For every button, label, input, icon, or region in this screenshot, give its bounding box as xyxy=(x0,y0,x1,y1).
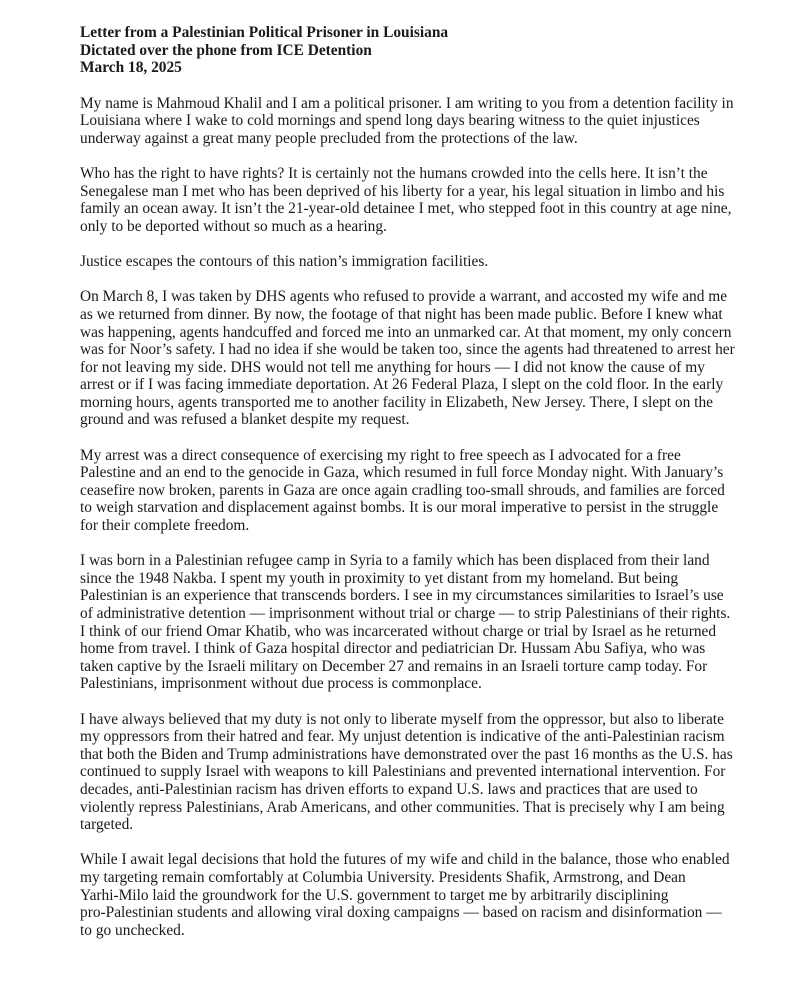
paragraph xyxy=(80,447,740,535)
text-line: my targeting remain comfortably at Columbia University. Presidents Shafik, Armstrong, and Dean xyxy=(80,868,686,886)
paragraph xyxy=(80,165,740,235)
text-line: ground and was refused a blanket despite my request. xyxy=(80,411,410,429)
paragraph xyxy=(80,95,740,148)
text-line: arrest or if I was facing immediate deportation. At 26 Federal Plaza, I slept on the cold floor. In the early xyxy=(80,376,724,394)
text-line: my oppressors from their hatred and fear. My unjust detention is indicative of the anti-Palestinian racism xyxy=(80,728,725,746)
text-line: On March 8, I was taken by DHS agents who refused to provide a warrant, and accosted my wife and me xyxy=(80,288,728,306)
text-line: since the 1948 Nakba. I spent my youth in proximity to yet distant from my homeland. But being xyxy=(80,569,679,587)
text-line: I think of our friend Omar Khatib, who was incarcerated without charge or trial by Israel as he returned xyxy=(80,622,717,640)
text-line: only to be deported without so much as a hearing. xyxy=(80,217,387,235)
text-line: Palestinians, imprisonment without due process is commonplace. xyxy=(80,675,482,693)
text-line: While I await legal decisions that hold the futures of my wife and child in the balance, those who enabled xyxy=(80,851,730,869)
text-line: family an ocean away. It isn’t the 21-year-old detainee I met, who stepped foot in this country at age nine, xyxy=(80,200,732,218)
text-line: home from travel. I think of Gaza hospital director and pediatrician Dr. Hussam Abu Safiya, who was xyxy=(80,640,706,658)
text-line: Senegalese man I met who has been deprived of his liberty for a year, his legal situation in limbo and his xyxy=(80,182,725,200)
text-line: continued to supply Israel with weapons to kill Palestinians and prevented international intervention. For xyxy=(80,763,726,781)
text-line: that both the Biden and Trump administrations have demonstrated over the past 16 months as the U.S. has xyxy=(80,745,733,763)
text-line: targeted. xyxy=(80,816,134,834)
letter-date: March 18, 2025 xyxy=(80,59,182,77)
text-line: underway against a great many people precluded from the protections of the law. xyxy=(80,129,578,147)
paragraph xyxy=(80,552,740,693)
text-line: Louisiana where I wake to cold mornings and spend long days bearing witness to the quiet injustices xyxy=(80,112,700,130)
text-line: morning hours, agents transported me to another facility in Elizabeth, New Jersey. There, I slept on the xyxy=(80,393,713,411)
letter-header xyxy=(80,24,740,77)
text-line: My arrest was a direct consequence of exercising my right to free speech as I advocated for a free xyxy=(80,446,681,464)
text-line: to weigh starvation and displacement against bombs. It is our moral imperative to persist in the struggle xyxy=(80,499,719,517)
text-line: was happening, agents handcuffed and forced me into an unmarked car. At that moment, my only concern xyxy=(80,323,732,341)
letter-subtitle: Dictated over the phone from ICE Detention xyxy=(80,41,372,59)
text-line: to go unchecked. xyxy=(80,921,185,939)
text-line: pro-Palestinian students and allowing viral doxing campaigns — based on racism and disinformation — xyxy=(80,904,722,922)
letter-page xyxy=(80,24,740,957)
text-line: of administrative detention — imprisonment without trial or charge — to strip Palestinians of their rights. xyxy=(80,605,731,622)
letter-title: Letter from a Palestinian Political Prisoner in Louisiana xyxy=(80,24,449,41)
text-line: decades, anti-Palestinian racism has driven efforts to expand U.S. laws and practices that are used to xyxy=(80,780,698,798)
text-line: taken captive by the Israeli military on December 27 and remains in an Israeli torture camp today. For xyxy=(80,657,708,675)
text-line: Palestine and an end to the genocide in Gaza, which resumed in full force Monday night. With January’s xyxy=(80,464,724,482)
text-line: ceasefire now broken, parents in Gaza are once again cradling too-small shrouds, and families are forced xyxy=(80,481,725,499)
paragraph xyxy=(80,711,740,834)
text-line: Who has the right to have rights? It is certainly not the humans crowded into the cells here. It isn’t the xyxy=(80,165,708,183)
text-line: violently repress Palestinians, Arab Americans, and other communities. That is precisely why I am being xyxy=(80,798,725,816)
text-line: I have always believed that my duty is not only to liberate myself from the oppressor, but also to liberate xyxy=(80,710,724,728)
letter-body xyxy=(80,95,740,940)
text-line: Palestinian is an experience that transcends borders. I see in my circumstances similarities to Israel’s use xyxy=(80,587,724,605)
paragraph xyxy=(80,288,740,429)
text-line: was for Noor’s safety. I had no idea if she would be taken too, since the agents had threatened to arrest her xyxy=(80,341,735,359)
text-line: for their complete freedom. xyxy=(80,517,250,535)
paragraph xyxy=(80,253,740,271)
paragraph xyxy=(80,851,740,939)
text-line: for not leaving my side. DHS would not tell me anything for hours — I did not know the cause of my xyxy=(80,358,705,376)
text-line: Justice escapes the contours of this nation’s immigration facilities. xyxy=(80,253,489,271)
text-line: I was born in a Palestinian refugee camp in Syria to a family which has been displaced from their land xyxy=(80,552,710,570)
text-line: My name is Mahmoud Khalil and I am a political prisoner. I am writing to you from a detention facility in xyxy=(80,94,734,112)
text-line: as we returned from dinner. By now, the footage of that night has been made public. Before I knew what xyxy=(80,305,723,323)
text-line: Yarhi-Milo laid the groundwork for the U.S. government to target me by arbitrarily disciplining xyxy=(80,886,669,904)
